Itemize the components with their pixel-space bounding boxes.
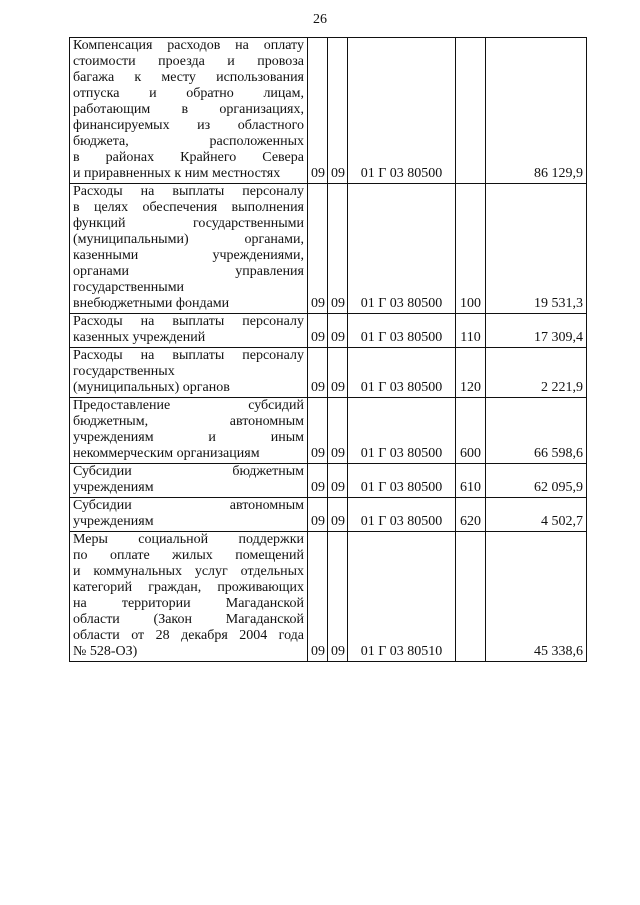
description-line: Субсидии бюджетным — [73, 464, 304, 479]
section-code: 09 — [308, 532, 328, 662]
amount: 4 502,7 — [486, 498, 587, 532]
description-line: учреждениям — [73, 514, 154, 529]
target-article-code: 01 Г 03 80500 — [348, 314, 456, 348]
row-description — [70, 398, 308, 464]
amount: 19 531,3 — [486, 184, 587, 314]
amount: 2 221,9 — [486, 348, 587, 398]
expense-type-code: 620 — [456, 498, 486, 532]
description-line: функций государственными — [73, 216, 304, 231]
description-line: стоимости проезда и провоза — [73, 54, 304, 69]
subsection-code: 09 — [328, 532, 348, 662]
description-line: внебюджетными фондами — [73, 296, 230, 311]
description-line: бюджета, расположенных — [73, 134, 304, 149]
description-line: багажа к месту использования — [73, 70, 304, 85]
description-line: работающим в организациях, — [73, 102, 304, 117]
amount: 17 309,4 — [486, 314, 587, 348]
row-description — [70, 532, 308, 662]
table-row — [70, 464, 587, 498]
table-row — [70, 184, 587, 314]
description-line: области от 28 декабря 2004 года — [73, 628, 304, 643]
description-line: финансируемых из областного — [73, 118, 304, 133]
row-description — [70, 38, 308, 184]
section-code: 09 — [308, 464, 328, 498]
amount: 45 338,6 — [486, 532, 587, 662]
description-line: Меры социальной поддержки — [73, 532, 304, 547]
subsection-code: 09 — [328, 464, 348, 498]
description-line: (муниципальными) органами, — [73, 232, 304, 247]
expense-type-code: 120 — [456, 348, 486, 398]
description-line: в целях обеспечения выполнения — [73, 200, 304, 215]
subsection-code: 09 — [328, 314, 348, 348]
target-article-code: 01 Г 03 80500 — [348, 348, 456, 398]
description-line: Расходы на выплаты персоналу — [73, 184, 304, 199]
description-line: (муниципальных) органов — [73, 380, 230, 395]
target-article-code: 01 Г 03 80500 — [348, 464, 456, 498]
target-article-code: 01 Г 03 80500 — [348, 38, 456, 184]
expense-type-code: 610 — [456, 464, 486, 498]
expense-type-code: 100 — [456, 184, 486, 314]
description-line: категорий граждан, проживающих — [73, 580, 304, 595]
table-row — [70, 314, 587, 348]
section-code: 09 — [308, 348, 328, 398]
description-line: некоммерческим организациям — [73, 446, 260, 461]
expense-type-code — [456, 532, 486, 662]
amount: 62 095,9 — [486, 464, 587, 498]
subsection-code: 09 — [328, 184, 348, 314]
table-row — [70, 398, 587, 464]
description-line: государственными — [73, 280, 185, 295]
description-line: учреждениям — [73, 480, 154, 495]
row-description — [70, 348, 308, 398]
expense-type-code — [456, 38, 486, 184]
budget-table — [69, 37, 587, 662]
description-line: в районах Крайнего Севера — [73, 150, 304, 165]
description-line: и коммунальных услуг отдельных — [73, 564, 304, 579]
target-article-code: 01 Г 03 80510 — [348, 532, 456, 662]
description-line: на территории Магаданской — [73, 596, 304, 611]
amount: 66 598,6 — [486, 398, 587, 464]
section-code: 09 — [308, 498, 328, 532]
page-number: 26 — [313, 12, 327, 27]
description-line: Субсидии автономным — [73, 498, 304, 513]
subsection-code: 09 — [328, 398, 348, 464]
row-description — [70, 314, 308, 348]
section-code: 09 — [308, 38, 328, 184]
description-line: учреждениям и иным — [73, 430, 304, 445]
description-line: области (Закон Магаданской — [73, 612, 304, 627]
table-row — [70, 38, 587, 184]
section-code: 09 — [308, 184, 328, 314]
description-line: Компенсация расходов на оплату — [73, 38, 304, 53]
subsection-code: 09 — [328, 38, 348, 184]
row-description — [70, 184, 308, 314]
subsection-code: 09 — [328, 348, 348, 398]
description-line: и приравненных к ним местностях — [73, 166, 281, 181]
target-article-code: 01 Г 03 80500 — [348, 498, 456, 532]
description-line: казенными учреждениями, — [73, 248, 304, 263]
section-code: 09 — [308, 314, 328, 348]
expense-type-code: 110 — [456, 314, 486, 348]
description-line: Расходы на выплаты персоналу — [73, 314, 304, 329]
description-line: органами управления — [73, 264, 304, 279]
expense-type-code: 600 — [456, 398, 486, 464]
row-description — [70, 464, 308, 498]
target-article-code: 01 Г 03 80500 — [348, 398, 456, 464]
table-row — [70, 498, 587, 532]
description-line: Расходы на выплаты персоналу — [73, 348, 304, 363]
description-line: по оплате жилых помещений — [73, 548, 304, 563]
amount: 86 129,9 — [486, 38, 587, 184]
table-row — [70, 348, 587, 398]
target-article-code: 01 Г 03 80500 — [348, 184, 456, 314]
section-code: 09 — [308, 398, 328, 464]
description-line: № 528-ОЗ) — [73, 644, 138, 659]
description-line: отпуска и обратно лицам, — [73, 86, 304, 101]
description-line: Предоставление субсидий — [73, 398, 304, 413]
description-line: бюджетным, автономным — [73, 414, 304, 429]
row-description — [70, 498, 308, 532]
description-line: казенных учреждений — [73, 330, 206, 345]
table-row — [70, 532, 587, 662]
description-line: государственных — [73, 364, 175, 379]
subsection-code: 09 — [328, 498, 348, 532]
